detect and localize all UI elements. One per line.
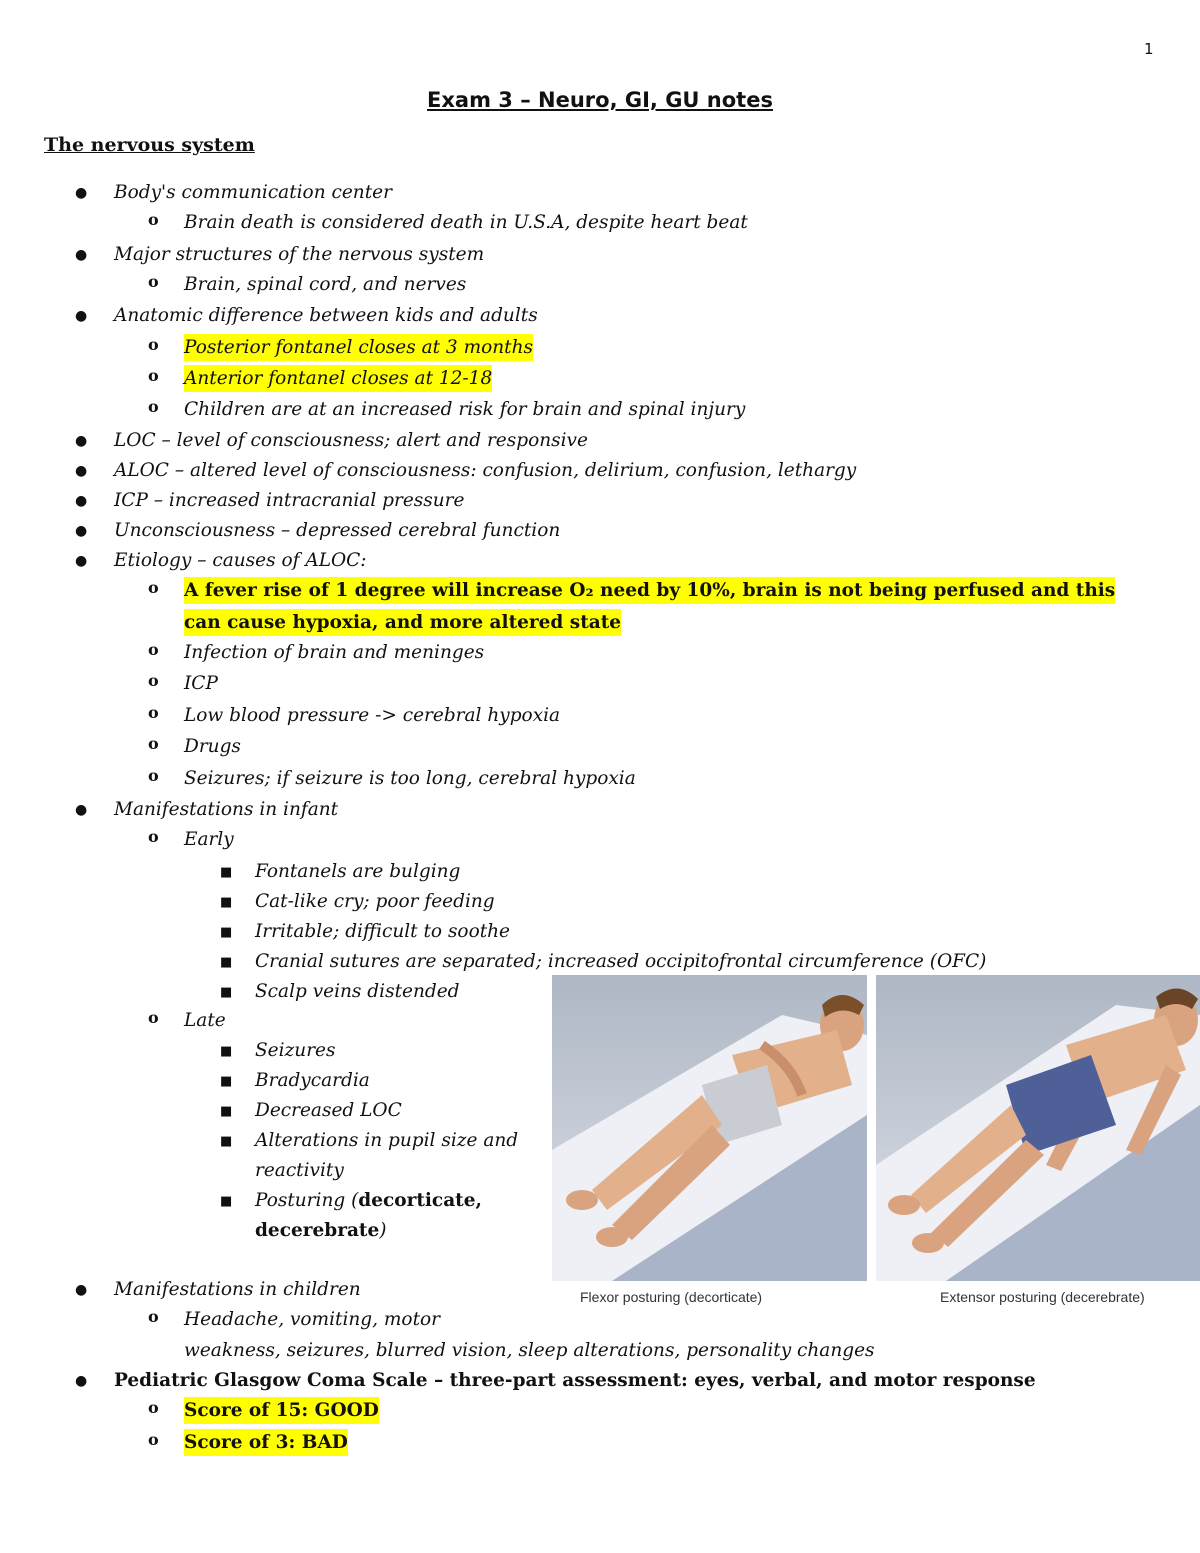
- note-line: [114, 179, 392, 206]
- bullet-square-icon: ■: [220, 1074, 233, 1089]
- bullet-square-icon: ■: [220, 1194, 233, 1209]
- note-line: [184, 670, 218, 697]
- note-line: [114, 487, 464, 514]
- note-line: [114, 302, 538, 329]
- section-title: The nervous system: [44, 134, 255, 156]
- bullet-disc-icon: ●: [75, 308, 88, 324]
- note-line: [255, 978, 460, 1005]
- note-text: Fontanels are bulging: [255, 861, 461, 882]
- note-text: Unconsciousness – depressed cerebral function: [114, 520, 561, 541]
- bullet-circle-icon: o: [148, 272, 159, 291]
- note-text: Posturing (: [255, 1190, 359, 1211]
- note-text: Alterations in pupil size and: [255, 1130, 519, 1151]
- note-text: Children are at an increased risk for brain and spinal injury: [184, 399, 746, 420]
- bullet-circle-icon: o: [148, 703, 159, 722]
- decorticate-photo: [552, 975, 867, 1281]
- note-line: [184, 577, 1115, 604]
- bullet-disc-icon: ●: [75, 802, 88, 818]
- note-line: [114, 241, 484, 268]
- bullet-circle-icon: o: [148, 671, 159, 690]
- note-line: [184, 702, 560, 729]
- note-line: [184, 765, 636, 792]
- bullet-disc-icon: ●: [75, 553, 88, 569]
- note-line: [255, 1097, 402, 1124]
- bullet-square-icon: ■: [220, 1134, 233, 1149]
- bullet-disc-icon: ●: [75, 1282, 88, 1298]
- note-line: [255, 918, 510, 945]
- note-line: [184, 1429, 348, 1456]
- note-line: [184, 209, 748, 236]
- note-text: Manifestations in infant: [114, 799, 339, 820]
- note-text: Decreased LOC: [255, 1100, 402, 1121]
- note-line: [114, 1276, 361, 1303]
- note-line: [114, 796, 338, 823]
- note-text: Brain, spinal cord, and nerves: [184, 274, 467, 295]
- note-line: [114, 457, 856, 484]
- bullet-circle-icon: o: [148, 210, 159, 229]
- bullet-circle-icon: o: [148, 766, 159, 785]
- bullet-disc-icon: ●: [75, 433, 88, 449]
- note-line: [114, 1367, 1036, 1394]
- bullet-disc-icon: ●: [75, 247, 88, 263]
- bullet-disc-icon: ●: [75, 523, 88, 539]
- note-text: Posterior fontanel closes at 3 months: [184, 334, 533, 361]
- note-line: [255, 1217, 386, 1244]
- page-number: 1: [1144, 40, 1154, 58]
- note-line: [255, 1067, 370, 1094]
- note-text: Score of 15: GOOD: [184, 1397, 379, 1424]
- note-text: Infection of brain and meninges: [184, 642, 485, 663]
- posturing-figure: [552, 975, 1200, 1315]
- note-line: [184, 1397, 379, 1424]
- note-text: Brain death is considered death in U.S.A, despite heart beat: [184, 212, 748, 233]
- bullet-circle-icon: o: [148, 1307, 159, 1326]
- note-line: [255, 1187, 482, 1214]
- bullet-square-icon: ■: [220, 865, 233, 880]
- note-text: Major structures of the nervous system: [114, 244, 485, 265]
- note-line: [184, 1007, 226, 1034]
- bullet-disc-icon: ●: [75, 185, 88, 201]
- bullet-circle-icon: o: [148, 1430, 159, 1449]
- note-line: [184, 826, 234, 853]
- document-title: Exam 3 – Neuro, GI, GU notes: [427, 88, 773, 112]
- note-text: weakness, seizures, blurred vision, sleep alterations, personality changes: [184, 1340, 875, 1361]
- note-line: [255, 1127, 518, 1154]
- bullet-disc-icon: ●: [75, 493, 88, 509]
- note-text: Early: [184, 829, 234, 850]
- note-line: [114, 427, 588, 454]
- note-text: Score of 3: BAD: [184, 1429, 348, 1456]
- bullet-circle-icon: o: [148, 335, 159, 354]
- note-line: [184, 639, 484, 666]
- note-text: Bradycardia: [255, 1070, 370, 1091]
- note-text: Seizures: [255, 1040, 336, 1061]
- note-text: Cat-like cry; poor feeding: [255, 891, 495, 912]
- note-text: Anterior fontanel closes at 12-18: [184, 365, 492, 392]
- note-line: [184, 733, 241, 760]
- decerebrate-photo: [876, 975, 1200, 1281]
- note-line: [184, 365, 492, 392]
- note-tail-text: ): [379, 1220, 387, 1241]
- note-text: Low blood pressure -> cerebral hypoxia: [184, 705, 561, 726]
- note-line: [255, 948, 986, 975]
- decorticate-caption: Flexor posturing (decorticate): [580, 1289, 763, 1305]
- bullet-square-icon: ■: [220, 985, 233, 1000]
- note-text: Cranial sutures are separated; increased occipitofrontal circumference (OFC): [255, 951, 987, 972]
- note-line: [184, 271, 466, 298]
- note-text: Manifestations in children: [114, 1279, 361, 1300]
- note-text: Anatomic difference between kids and adults: [114, 305, 538, 326]
- note-line: [184, 1306, 440, 1333]
- bullet-disc-icon: ●: [75, 463, 88, 479]
- bullet-square-icon: ■: [220, 955, 233, 970]
- note-text: Headache, vomiting, motor: [184, 1309, 440, 1330]
- note-text: Body's communication center: [114, 182, 392, 203]
- note-text: ALOC – altered level of consciousness: confusion, delirium, confusion, lethargy: [114, 460, 857, 481]
- decerebrate-caption: Extensor posturing (decerebrate): [940, 1289, 1145, 1305]
- note-text: Pediatric Glasgow Coma Scale – three-part assessment: eyes, verbal, and motor response: [114, 1370, 1036, 1391]
- note-line: [114, 547, 367, 574]
- note-text: Late: [184, 1010, 226, 1031]
- bullet-circle-icon: o: [148, 1398, 159, 1417]
- note-text: A fever rise of 1 degree will increase O₂ need by 10%, brain is not being perfused and this: [184, 577, 1115, 604]
- note-bold-text: decorticate,: [358, 1190, 482, 1211]
- bullet-square-icon: ■: [220, 895, 233, 910]
- bullet-circle-icon: o: [148, 827, 159, 846]
- note-text: Drugs: [184, 736, 241, 757]
- bullet-square-icon: ■: [220, 1104, 233, 1119]
- note-text: Seizures; if seizure is too long, cerebral hypoxia: [184, 768, 636, 789]
- note-line: [255, 858, 460, 885]
- bullet-circle-icon: o: [148, 1008, 159, 1027]
- note-text: ICP: [184, 673, 218, 694]
- note-text: LOC – level of consciousness; alert and responsive: [114, 430, 588, 451]
- bullet-disc-icon: ●: [75, 1373, 88, 1389]
- note-text: can cause hypoxia, and more altered state: [184, 609, 621, 636]
- note-line: [114, 517, 560, 544]
- bullet-circle-icon: o: [148, 640, 159, 659]
- bullet-square-icon: ■: [220, 1044, 233, 1059]
- bullet-circle-icon: o: [148, 734, 159, 753]
- note-text: ICP – increased intracranial pressure: [114, 490, 465, 511]
- note-line: [184, 1337, 875, 1364]
- note-text: reactivity: [255, 1160, 344, 1181]
- note-line: [255, 1037, 336, 1064]
- note-text: Etiology – causes of ALOC:: [114, 550, 367, 571]
- note-line: [184, 609, 621, 636]
- bullet-square-icon: ■: [220, 925, 233, 940]
- note-line: [184, 396, 745, 423]
- note-line: [184, 334, 533, 361]
- bullet-circle-icon: o: [148, 366, 159, 385]
- bullet-circle-icon: o: [148, 397, 159, 416]
- note-line: [255, 888, 495, 915]
- note-text: Irritable; difficult to soothe: [255, 921, 511, 942]
- note-bold-text: decerebrate: [255, 1220, 380, 1241]
- note-text: Scalp veins distended: [255, 981, 460, 1002]
- note-line: [255, 1157, 344, 1184]
- bullet-circle-icon: o: [148, 578, 159, 597]
